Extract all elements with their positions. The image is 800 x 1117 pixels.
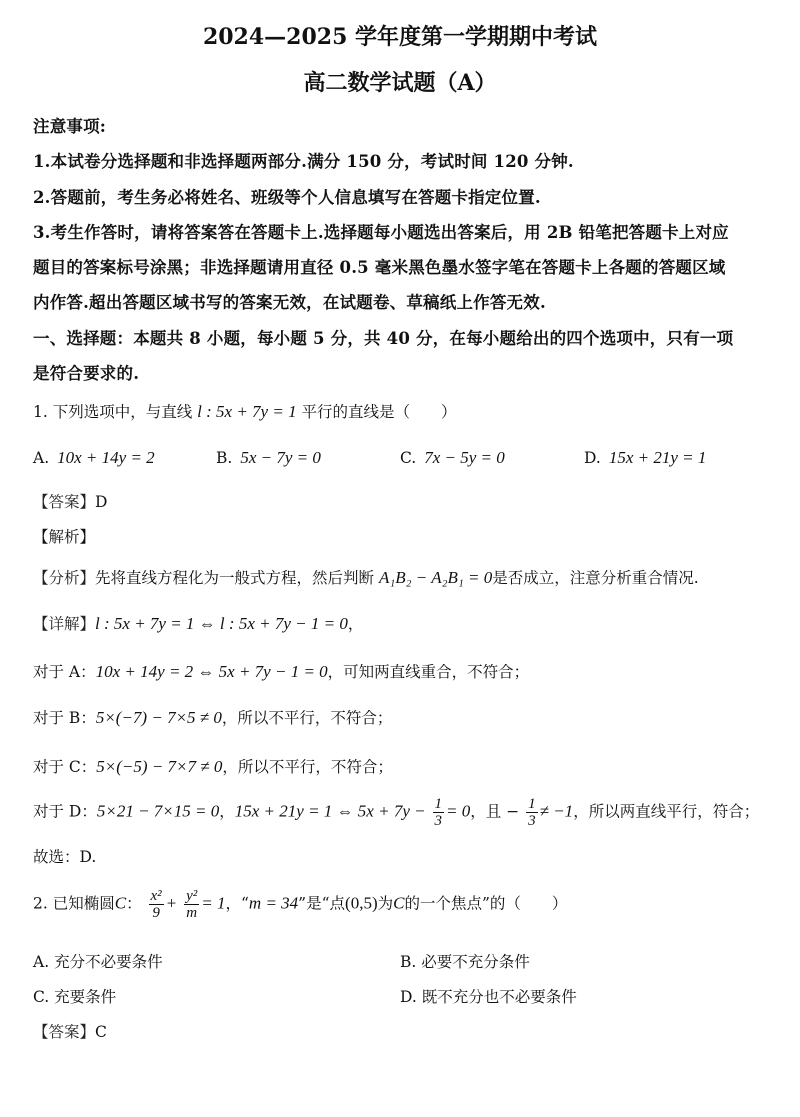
notice-item-3-line-3: 内作答.超出答题区域书写的答案无效，在试题卷、草稿纸上作答无效. bbox=[33, 293, 546, 312]
check-suffix: ，所以两直线平行，符合； bbox=[573, 802, 760, 821]
check-prefix: 对于 D： bbox=[33, 802, 97, 821]
option-equation: 10x + 14y = 2 bbox=[57, 448, 155, 467]
fraction-numerator: y² bbox=[186, 888, 198, 904]
notice-item-2: 2.答题前，考生务必将姓名、班级等个人信息填写在答题卡指定位置. bbox=[33, 188, 541, 207]
question-1-stem-equation: l : 5x + 7y = 1 bbox=[197, 402, 297, 421]
detail-suffix: ， bbox=[347, 615, 364, 633]
colon: ： bbox=[126, 894, 142, 913]
option-label: B. bbox=[216, 449, 233, 467]
detail-equation: l : 5x + 7y = 1 ⇔ l : 5x + 7y − 1 = 0 bbox=[95, 614, 348, 633]
exam-subtitle: 高二数学试题（A） bbox=[303, 70, 497, 96]
fraction-denominator: m bbox=[186, 905, 198, 921]
fenxi-equation: A₁B₂ − A₂B₁ = 0 bbox=[378, 568, 493, 587]
option-text: 充要条件 bbox=[54, 988, 117, 1006]
check-equation-3: = 0 bbox=[446, 801, 471, 821]
question-2-stem bbox=[33, 888, 567, 921]
option-label: C. bbox=[33, 988, 50, 1006]
option-label: B. bbox=[400, 953, 417, 971]
check-equation-4: ≠ −1 bbox=[539, 801, 574, 821]
check-separator: ， bbox=[219, 802, 235, 821]
ellipse-name: C bbox=[114, 893, 127, 913]
stem-middle-2: ”是“点 bbox=[298, 894, 346, 913]
detail-tag: 【详解】 bbox=[33, 615, 96, 633]
fraction-numerator: x² bbox=[150, 888, 162, 904]
notice-item-3-line-1: 3.考生作答时，请将答案答在答题卡上.选择题每小题选出答案后，用 2B 铅笔把答题卡上对应 bbox=[33, 223, 729, 242]
exam-title: 2024—2025 学年度第一学期期中考试 bbox=[202, 24, 598, 50]
option-equation: 5x − 7y = 0 bbox=[240, 448, 321, 467]
check-equation: 5×(−7) − 7×5 ≠ 0 bbox=[95, 708, 222, 727]
answer-tag: 【答案】 bbox=[33, 1023, 96, 1041]
question-1-fenxi bbox=[33, 566, 699, 588]
point-coordinates: (0,5) bbox=[345, 893, 378, 913]
fraction-one-third-2 bbox=[526, 796, 538, 829]
option-equation: 7x − 5y = 0 bbox=[424, 448, 505, 467]
question-2-answer bbox=[33, 1020, 107, 1042]
question-1-stem bbox=[33, 400, 457, 422]
plus-sign: + bbox=[165, 893, 178, 913]
question-1-detail bbox=[33, 612, 363, 634]
answer-tag: 【答案】 bbox=[33, 493, 96, 511]
check-suffix: ，所以不平行，不符合； bbox=[221, 709, 393, 727]
question-1-option-d bbox=[584, 448, 706, 468]
question-1-option-b bbox=[216, 448, 321, 468]
notice-item-3-line-2: 题目的答案标号涂黑；非选择题请用直径 0.5 毫米黑色墨水签字笔在答题卡上各题的答题区域 bbox=[33, 258, 726, 277]
fraction-denominator: 3 bbox=[434, 813, 443, 829]
fraction-one-third bbox=[433, 796, 445, 829]
fraction-y-squared-over-m bbox=[184, 888, 199, 921]
fraction-numerator: 1 bbox=[528, 796, 536, 812]
option-label: A. bbox=[33, 449, 50, 467]
question-1-analysis-tag: 【解析】 bbox=[33, 528, 96, 546]
check-prefix: 对于 C： bbox=[33, 758, 97, 776]
fenxi-tag: 【分析】 bbox=[33, 569, 96, 587]
question-1-check-a bbox=[33, 660, 529, 682]
question-2-option-c bbox=[33, 985, 116, 1007]
question-2-option-d bbox=[400, 985, 577, 1007]
option-label: D. bbox=[400, 988, 417, 1006]
fraction-denominator: 3 bbox=[528, 813, 536, 829]
question-1-check-c bbox=[33, 755, 393, 777]
fraction-denominator: 9 bbox=[152, 905, 160, 921]
question-1-option-a bbox=[33, 448, 155, 468]
check-equation-1: 5×21 − 7×15 = 0 bbox=[96, 801, 220, 821]
ellipse-name-2: C bbox=[393, 893, 405, 913]
option-label: C. bbox=[400, 449, 417, 467]
question-2-option-b bbox=[400, 950, 530, 972]
stem-middle-1: ，“ bbox=[225, 894, 249, 913]
question-1-check-b bbox=[33, 706, 392, 728]
fenxi-prefix: 先将直线方程化为一般式方程，然后判断 bbox=[95, 569, 375, 587]
answer-value: C bbox=[95, 1023, 107, 1041]
question-1-stem-suffix: 平行的直线是（ ） bbox=[301, 403, 457, 421]
check-equation: 5×(−5) − 7×7 ≠ 0 bbox=[96, 757, 223, 776]
question-1-answer bbox=[33, 490, 107, 512]
question-1-conclusion: 故选：D. bbox=[33, 848, 97, 866]
question-1-option-c bbox=[400, 448, 505, 468]
answer-value: D bbox=[95, 493, 108, 511]
notice-item-1: 1.本试卷分选择题和非选择题两部分.满分 150 分，考试时间 120 分钟. bbox=[33, 152, 574, 171]
option-label: A. bbox=[33, 953, 50, 971]
question-2-stem-prefix: 2. 已知椭圆 bbox=[33, 894, 115, 913]
notice-heading: 注意事项: bbox=[33, 117, 107, 136]
fraction-numerator: 1 bbox=[434, 796, 443, 812]
section-1-heading-line-1: 一、选择题：本题共 8 小题，每小题 5 分，共 40 分，在每小题给出的四个选项中，只有一项 bbox=[33, 329, 734, 348]
check-suffix: ，可知两直线重合，不符合； bbox=[327, 663, 530, 681]
option-equation: 15x + 21y = 1 bbox=[608, 448, 707, 467]
question-2-option-a bbox=[33, 950, 163, 972]
option-text: 既不充分也不必要条件 bbox=[421, 988, 577, 1006]
check-middle: ，且 − bbox=[470, 802, 520, 821]
check-prefix: 对于 B： bbox=[33, 709, 96, 727]
option-label: D. bbox=[584, 449, 601, 467]
check-equation: 10x + 14y = 2 ⇔ 5x + 7y − 1 = 0 bbox=[95, 662, 328, 681]
stem-middle-3: 为 bbox=[377, 894, 394, 913]
option-text: 必要不充分条件 bbox=[421, 953, 530, 971]
fraction-x-squared-over-9 bbox=[149, 888, 164, 921]
check-suffix: ，所以不平行，不符合； bbox=[222, 758, 393, 776]
question-1-stem-prefix: 1. 下列选项中，与直线 bbox=[33, 403, 193, 421]
check-prefix: 对于 A： bbox=[33, 663, 96, 681]
question-1-check-d bbox=[33, 796, 759, 829]
option-text: 充分不必要条件 bbox=[54, 953, 163, 971]
m-condition: m = 34 bbox=[248, 893, 299, 913]
equals-one: = 1 bbox=[201, 893, 226, 913]
section-1-heading-line-2: 是符合要求的. bbox=[33, 364, 140, 383]
question-2-stem-suffix: 的一个焦点”的（ ） bbox=[404, 894, 568, 913]
fenxi-suffix: 是否成立，注意分析重合情况. bbox=[492, 569, 699, 587]
check-equation-2: 15x + 21y = 1 ⇔ 5x + 7y − bbox=[234, 801, 426, 821]
